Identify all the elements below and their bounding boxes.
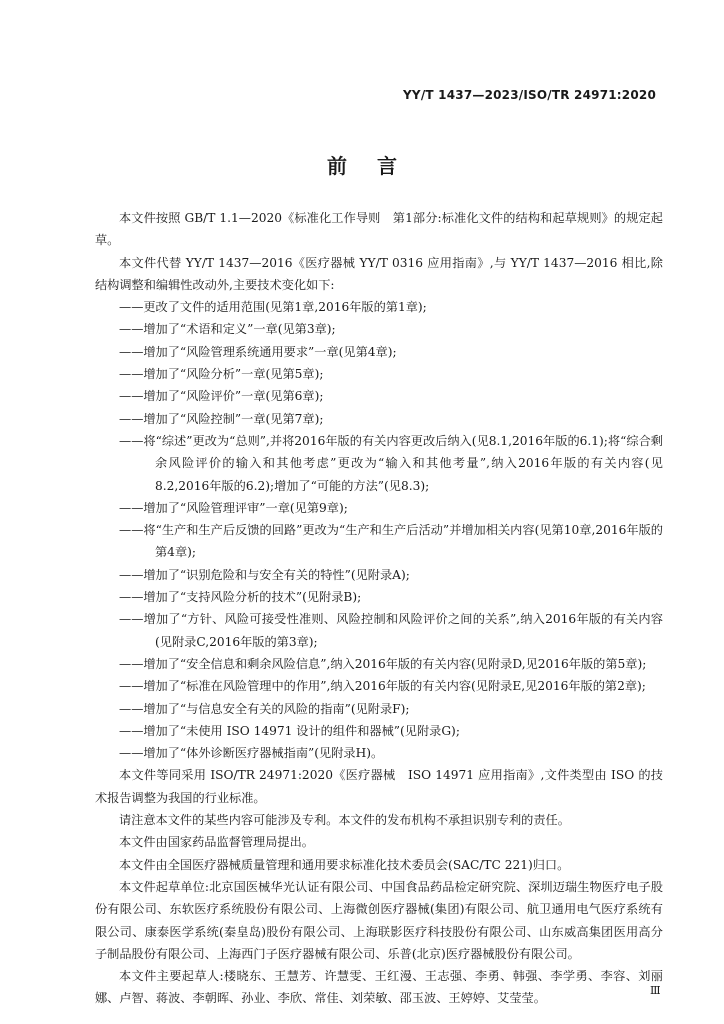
change-item: ——增加了“术语和定义”一章(见第3章); xyxy=(119,322,336,337)
change-list xyxy=(95,296,663,764)
change-item: ——增加了“安全信息和剩余风险信息”,纳入2016年版的有关内容(见附录D,见2016年版的第5章); xyxy=(119,656,647,671)
page-header-standard-code: YY/T 1437—2023/ISO/TR 24971:2020 xyxy=(403,88,656,102)
change-item: ——增加了“标准在风险管理中的作用”,纳入2016年版的有关内容(见附录E,见2016年版的第2章); xyxy=(119,679,646,694)
change-item: ——增加了“支持风险分析的技术”(见附录B); xyxy=(119,590,362,605)
page-number: Ⅲ xyxy=(650,984,661,997)
change-item: ——增加了“与信息安全有关的风险的指南”(见附录F); xyxy=(119,701,410,716)
change-item: ——增加了“风险管理系统通用要求”一章(见第4章); xyxy=(119,344,397,359)
change-item: ——将“生产和生产后反馈的回路”更改为“生产和生产后活动”并增加相关内容(见第10章,2016年版的第4章); xyxy=(119,523,663,560)
page-title: 前言 xyxy=(327,154,427,178)
change-item: ——增加了“未使用 ISO 14971 设计的组件和器械”(见附录G); xyxy=(119,723,460,738)
change-item: ——增加了“风险评价”一章(见第6章); xyxy=(119,389,324,404)
paragraph-patent-notice: 请注意本文件的某些内容可能涉及专利。本文件的发布机构不承担识别专利的责任。 xyxy=(119,813,570,828)
change-item: ——增加了“风险控制”一章(见第7章); xyxy=(119,411,324,426)
paragraph-drafters: 本文件主要起草人:楼晓东、王慧芳、许慧雯、王红漫、王志强、李勇、韩强、李学勇、李容、刘丽娜、卢智、蒋波、李朝晖、孙业、李欣、常佳、刘荣敏、邵玉波、王婷婷、艾莹莹。 xyxy=(95,969,663,1006)
paragraph-replacement: 本文件代替 YY/T 1437—2016《医疗器械 YY/T 0316 应用指南》,与 YY/T 1437—2016 相比,除结构调整和编辑性改动外,主要技术变化如下: xyxy=(95,255,663,292)
change-item: ——增加了“体外诊断医疗器械指南”(见附录H)。 xyxy=(119,746,384,761)
change-item: ——增加了“识别危险和与安全有关的特性”(见附录A); xyxy=(119,567,410,582)
change-item: ——增加了“风险分析”一章(见第5章); xyxy=(119,367,324,382)
change-item: ——增加了“方针、风险可接受性准则、风险控制和风险评价之间的关系”,纳入2016年版的有关内容(见附录C,2016年版的第3章); xyxy=(119,612,663,649)
paragraph-drafting-rules: 本文件按照 GB/T 1.1—2020《标准化工作导则 第1部分:标准化文件的结构和起草规则》的规定起草。 xyxy=(95,211,663,248)
preface-body xyxy=(95,207,663,1010)
change-item: ——更改了文件的适用范围(见第1章,2016年版的第1章); xyxy=(119,300,427,315)
paragraph-proposed-by: 本文件由国家药品监督管理局提出。 xyxy=(119,835,314,850)
paragraph-administered-by: 本文件由全国医疗器械质量管理和通用要求标准化技术委员会(SAC/TC 221)归口。 xyxy=(119,857,570,872)
change-item: ——将“综述”更改为“总则”,并将2016年版的有关内容更改后纳入(见8.1,2016年版的6.1);将“综合剩余风险评价的输入和其他考虑”更改为“输入和其他考量”,纳入2016年版的有关内容(见8.2,2016年版的6.2);增加了“可能的方法”(见8.3); xyxy=(119,433,663,493)
change-item: ——增加了“风险管理评审”一章(见第9章); xyxy=(119,500,348,515)
paragraph-drafting-units: 本文件起草单位:北京国医械华光认证有限公司、中国食品药品检定研究院、深圳迈瑞生物医疗电子股份有限公司、东软医疗系统股份有限公司、上海微创医疗器械(集团)有限公司、航卫通用电气医疗系统有限公司、康泰医学系统(秦皇岛)股份有限公司、上海联影医疗科技股份有限公司、山东威高集团医用高分子制品股份有限公司、上海西门子医疗器械有限公司、乐普(北京)医疗器械股份有限公司。 xyxy=(95,879,663,961)
paragraph-adoption: 本文件等同采用 ISO/TR 24971:2020《医疗器械 ISO 14971 应用指南》,文件类型由 ISO 的技术报告调整为我国的行业标准。 xyxy=(95,768,663,805)
